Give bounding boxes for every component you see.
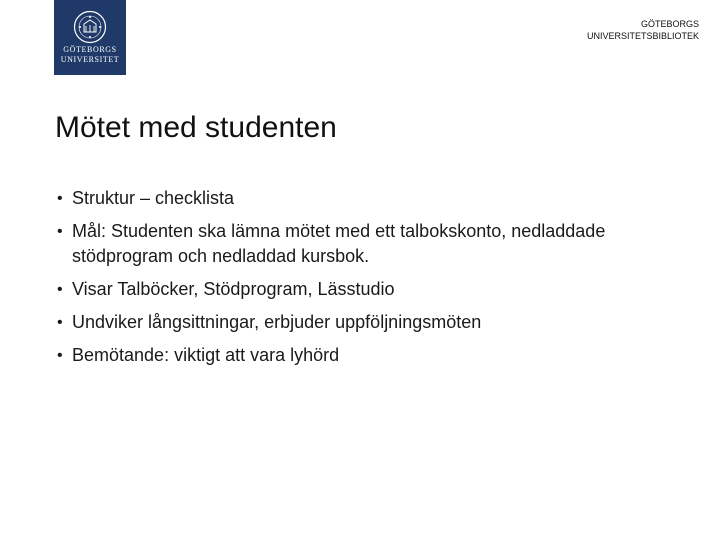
bullet-item xyxy=(55,219,675,269)
library-name-line-1: GÖTEBORGS xyxy=(640,19,699,29)
bullet-marker: • xyxy=(57,281,63,298)
bullet-list xyxy=(55,186,675,376)
bullet-item xyxy=(55,343,675,368)
bullet-text: Struktur – checklista xyxy=(72,188,235,208)
library-name xyxy=(587,18,699,42)
bullet-marker: • xyxy=(57,347,63,364)
library-name-line-2: UNIVERSITETSBIBLIOTEK xyxy=(586,31,699,41)
bullet-text: Mål: Studenten ska lämna mötet med ett talbokskonto, nedladdade stödprogram och nedladdad kursbok. xyxy=(72,221,606,266)
bullet-marker: • xyxy=(57,190,63,207)
bullet-marker: • xyxy=(57,223,63,240)
bullet-item xyxy=(55,186,675,211)
logo-name-line-1: GÖTEBORGS xyxy=(63,45,117,54)
bullet-text: Undviker långsittningar, erbjuder uppföljningsmöten xyxy=(72,312,482,332)
bullet-marker: • xyxy=(57,314,63,331)
bullet-text: Visar Talböcker, Stödprogram, Lässtudio xyxy=(72,279,395,299)
university-logo xyxy=(54,0,126,75)
bullet-item xyxy=(55,277,675,302)
slide-title: Mötet med studenten xyxy=(55,111,337,144)
bullet-item xyxy=(55,310,675,335)
university-seal-icon xyxy=(73,10,107,44)
bullet-text: Bemötande: viktigt att vara lyhörd xyxy=(72,345,340,365)
logo-name-line-2: UNIVERSITET xyxy=(60,55,120,64)
